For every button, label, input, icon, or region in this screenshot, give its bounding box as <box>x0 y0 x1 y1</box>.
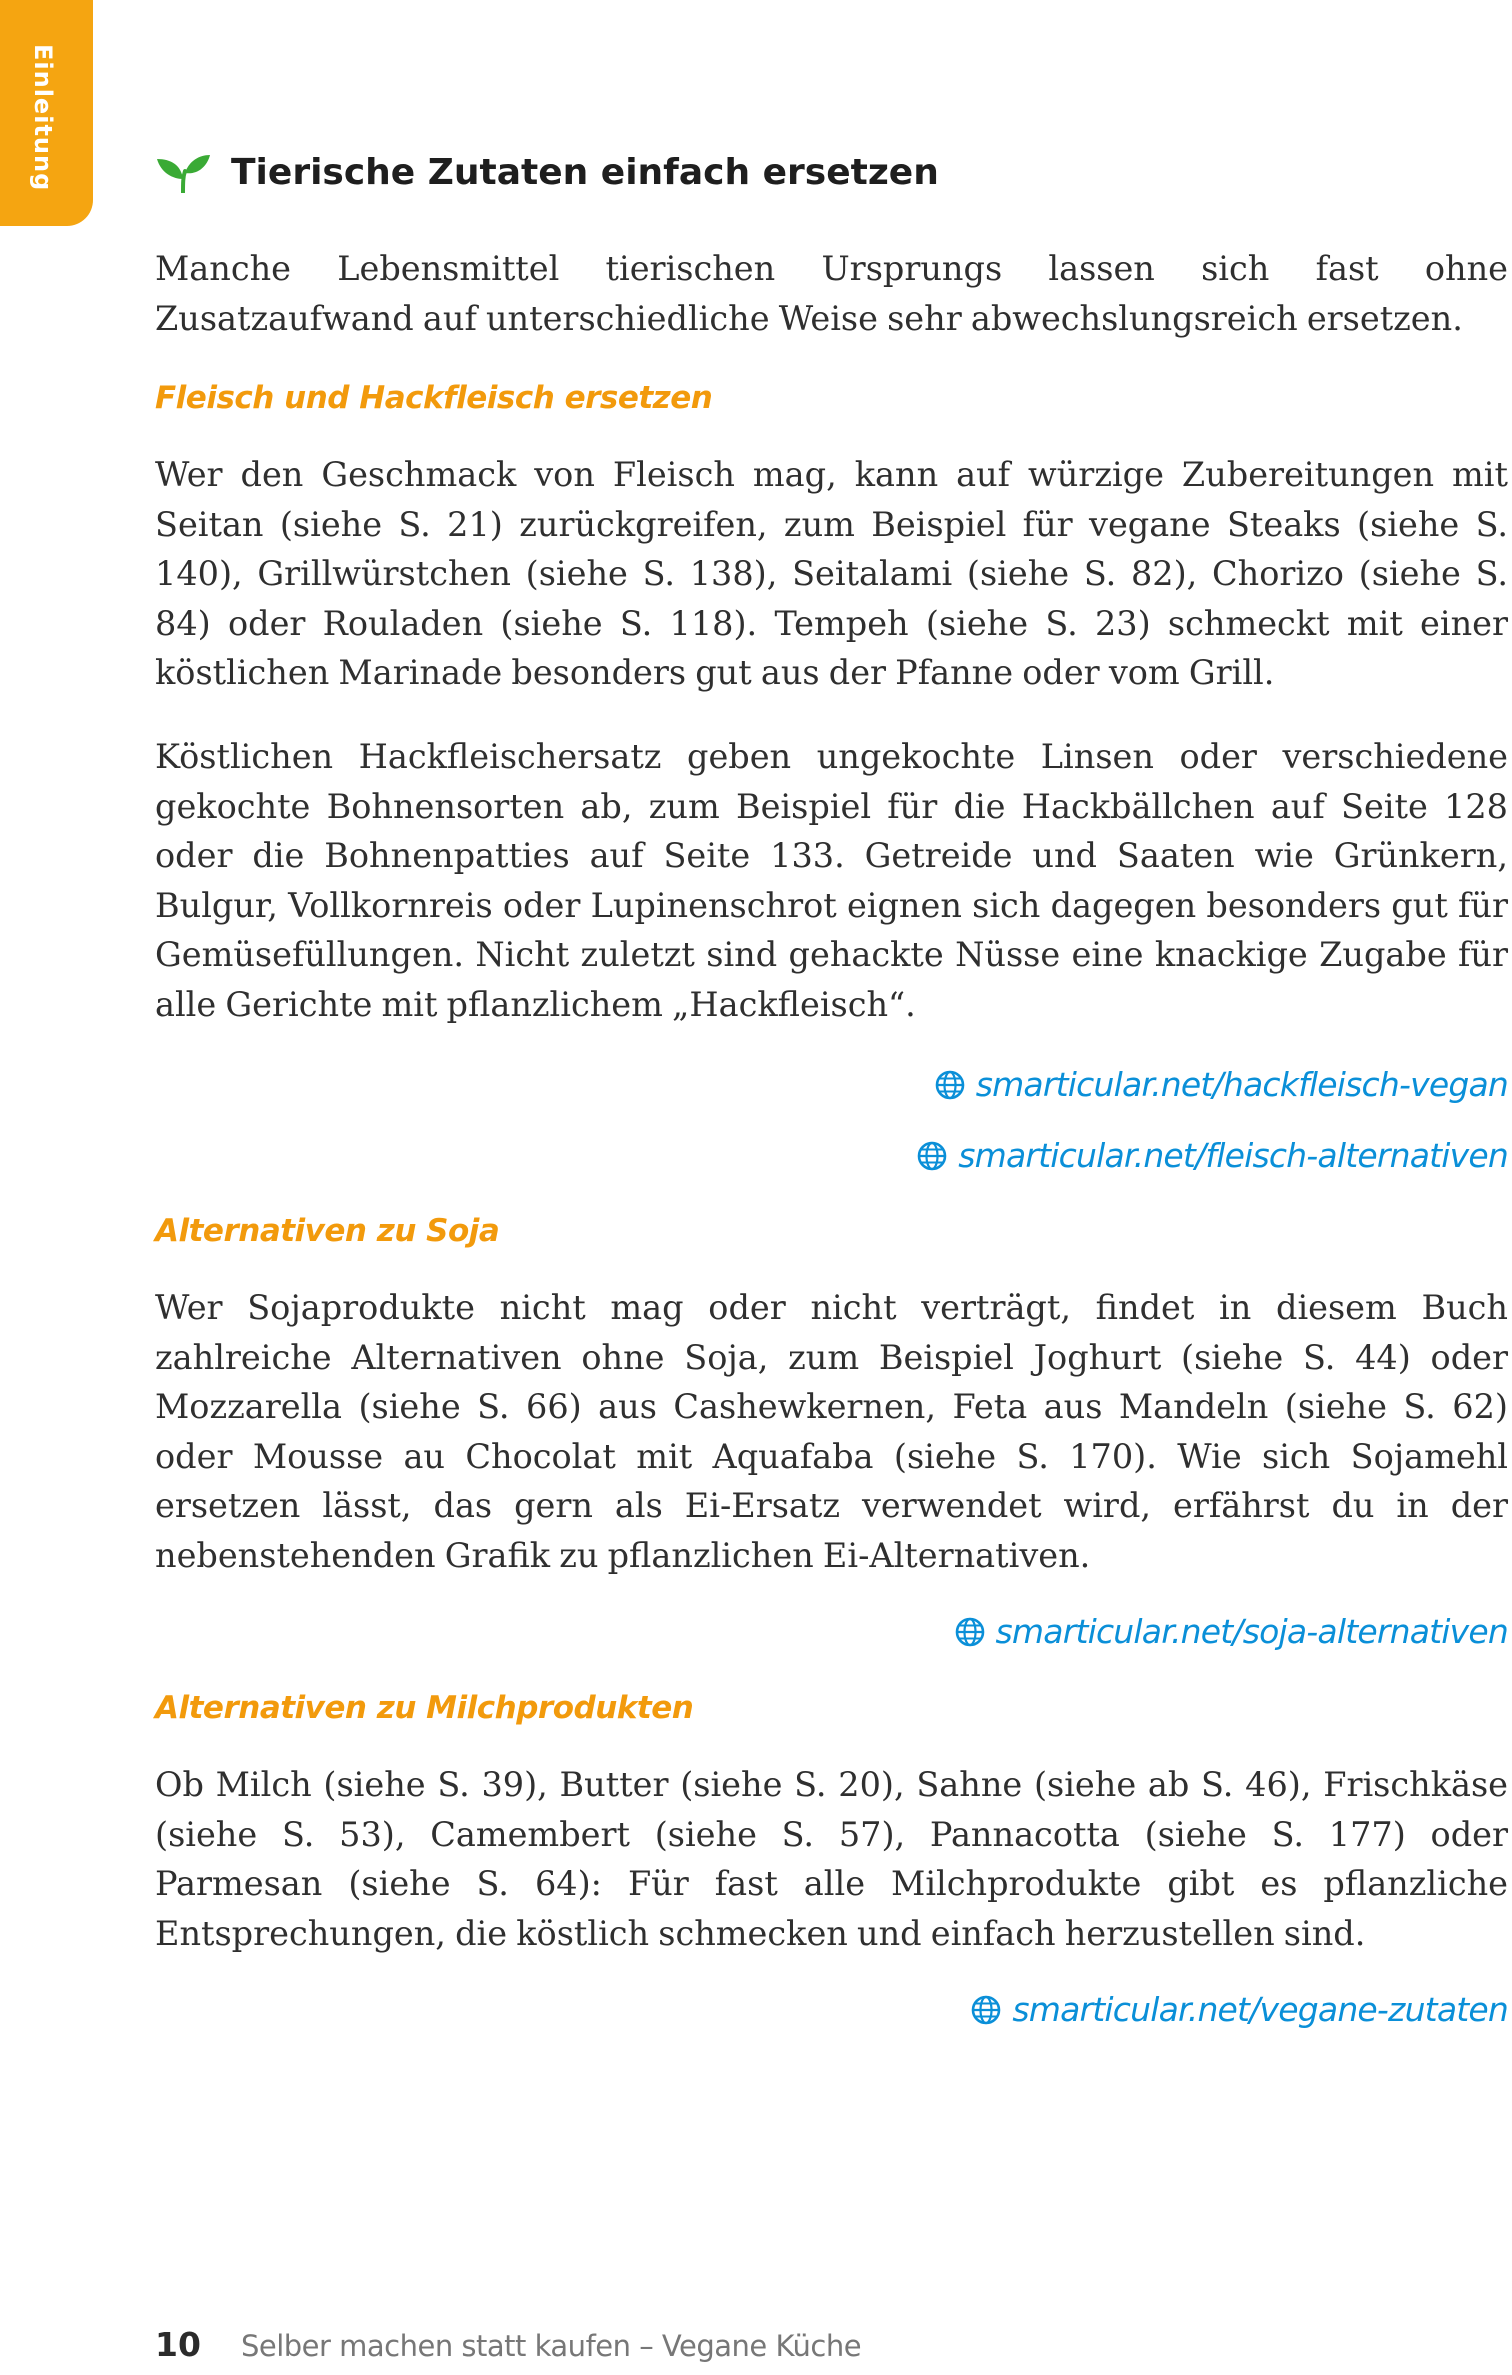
link-soja-alternativen[interactable] <box>954 1612 1508 1651</box>
milch-paragraph: Ob Milch (siehe S. 39), Butter (siehe S. 20), Sahne (siehe ab S. 46), Frischkäse (siehe S. 53), Camembert (siehe S. 57), Pannacotta (siehe S. 177) oder Parmesan (siehe S. 64): Für fast alle Milchprodukte gibt es pflanzliche Entsprechungen, die köstlich schmecken und einfach herzustellen sind. <box>155 1765 1508 1953</box>
link-text[interactable]: smarticular.net/soja-alternativen <box>995 1612 1508 1651</box>
link-text[interactable]: smarticular.net/vegane-zutaten <box>1012 1990 1508 2029</box>
section-title-text: Tierische Zutaten einfach ersetzen <box>231 152 939 193</box>
globe-icon <box>916 1140 948 1172</box>
link-fleisch-alternativen[interactable] <box>916 1136 1508 1175</box>
subheading-fleisch: Fleisch und Hackfleisch ersetzen <box>155 380 713 416</box>
subheading-milch: Alternativen zu Milchprodukten <box>155 1690 694 1726</box>
globe-icon <box>934 1069 966 1101</box>
intro-paragraph: Manche Lebensmittel tierischen Ursprungs lassen sich fast ohne Zusatzaufwand auf unterschiedliche Weise sehr abwechslungsreich ersetzen. <box>155 249 1508 338</box>
page-number: 10 <box>155 2325 201 2364</box>
sprout-icon <box>155 153 211 193</box>
fleisch-paragraph-2: Köstlichen Hackfleischersatz geben ungekochte Linsen oder verschiedene gekochte Bohnensorten ab, zum Beispiel für die Hackbällchen auf Seite 128 oder die Bohnenpatties auf Seite 133. Getreide und Saaten wie Grünkern, Bulgur, Vollkornreis oder Lupinenschrot eignen sich dagegen besonders gut für Gemüsefüllungen. Nicht zuletzt sind gehackte Nüsse eine knackige Zugabe für alle Gerichte mit pflanzlichem „Hackfleisch“. <box>155 737 1508 1024</box>
globe-icon <box>970 1994 1002 2026</box>
link-text[interactable]: smarticular.net/fleisch-alternativen <box>958 1136 1508 1175</box>
chapter-tab-label: Einleitung <box>29 44 57 192</box>
soja-paragraph: Wer Sojaprodukte nicht mag oder nicht verträgt, findet in diesem Buch zahlreiche Alternativen ohne Soja, zum Beispiel Joghurt (siehe S. 44) oder Mozzarella (siehe S. 66) aus Cashewkernen, Feta aus Mandeln (siehe S. 62) oder Mousse au Chocolat mit Aquafaba (siehe S. 170). Wie sich Sojamehl ersetzen lässt, das gern als Ei-Ersatz verwendet wird, erfährst du in der nebenstehenden Grafik zu pflanzlichen Ei-Alternativen. <box>155 1288 1508 1575</box>
page-footer <box>155 2325 861 2364</box>
subheading-soja: Alternativen zu Soja <box>155 1213 500 1249</box>
link-hackfleisch-vegan[interactable] <box>934 1065 1508 1104</box>
link-text[interactable]: smarticular.net/hackfleisch-vegan <box>975 1065 1508 1104</box>
section-title <box>155 152 939 193</box>
fleisch-paragraph-1: Wer den Geschmack von Fleisch mag, kann auf würzige Zubereitungen mit Seitan (siehe S. 21) zurückgreifen, zum Beispiel für vegane Steaks (siehe S. 140), Grillwürstchen (siehe S. 138), Seitalami (siehe S. 82), Chorizo (siehe S. 84) oder Rouladen (siehe S. 118). Tempeh (siehe S. 23) schmeckt mit einer köstlichen Marinade besonders gut aus der Pfanne oder vom Grill. <box>155 455 1508 692</box>
globe-icon <box>954 1616 986 1648</box>
book-title: Selber machen statt kaufen – Vegane Küche <box>240 2329 862 2363</box>
link-vegane-zutaten[interactable] <box>970 1990 1508 2029</box>
chapter-tab <box>0 0 93 226</box>
